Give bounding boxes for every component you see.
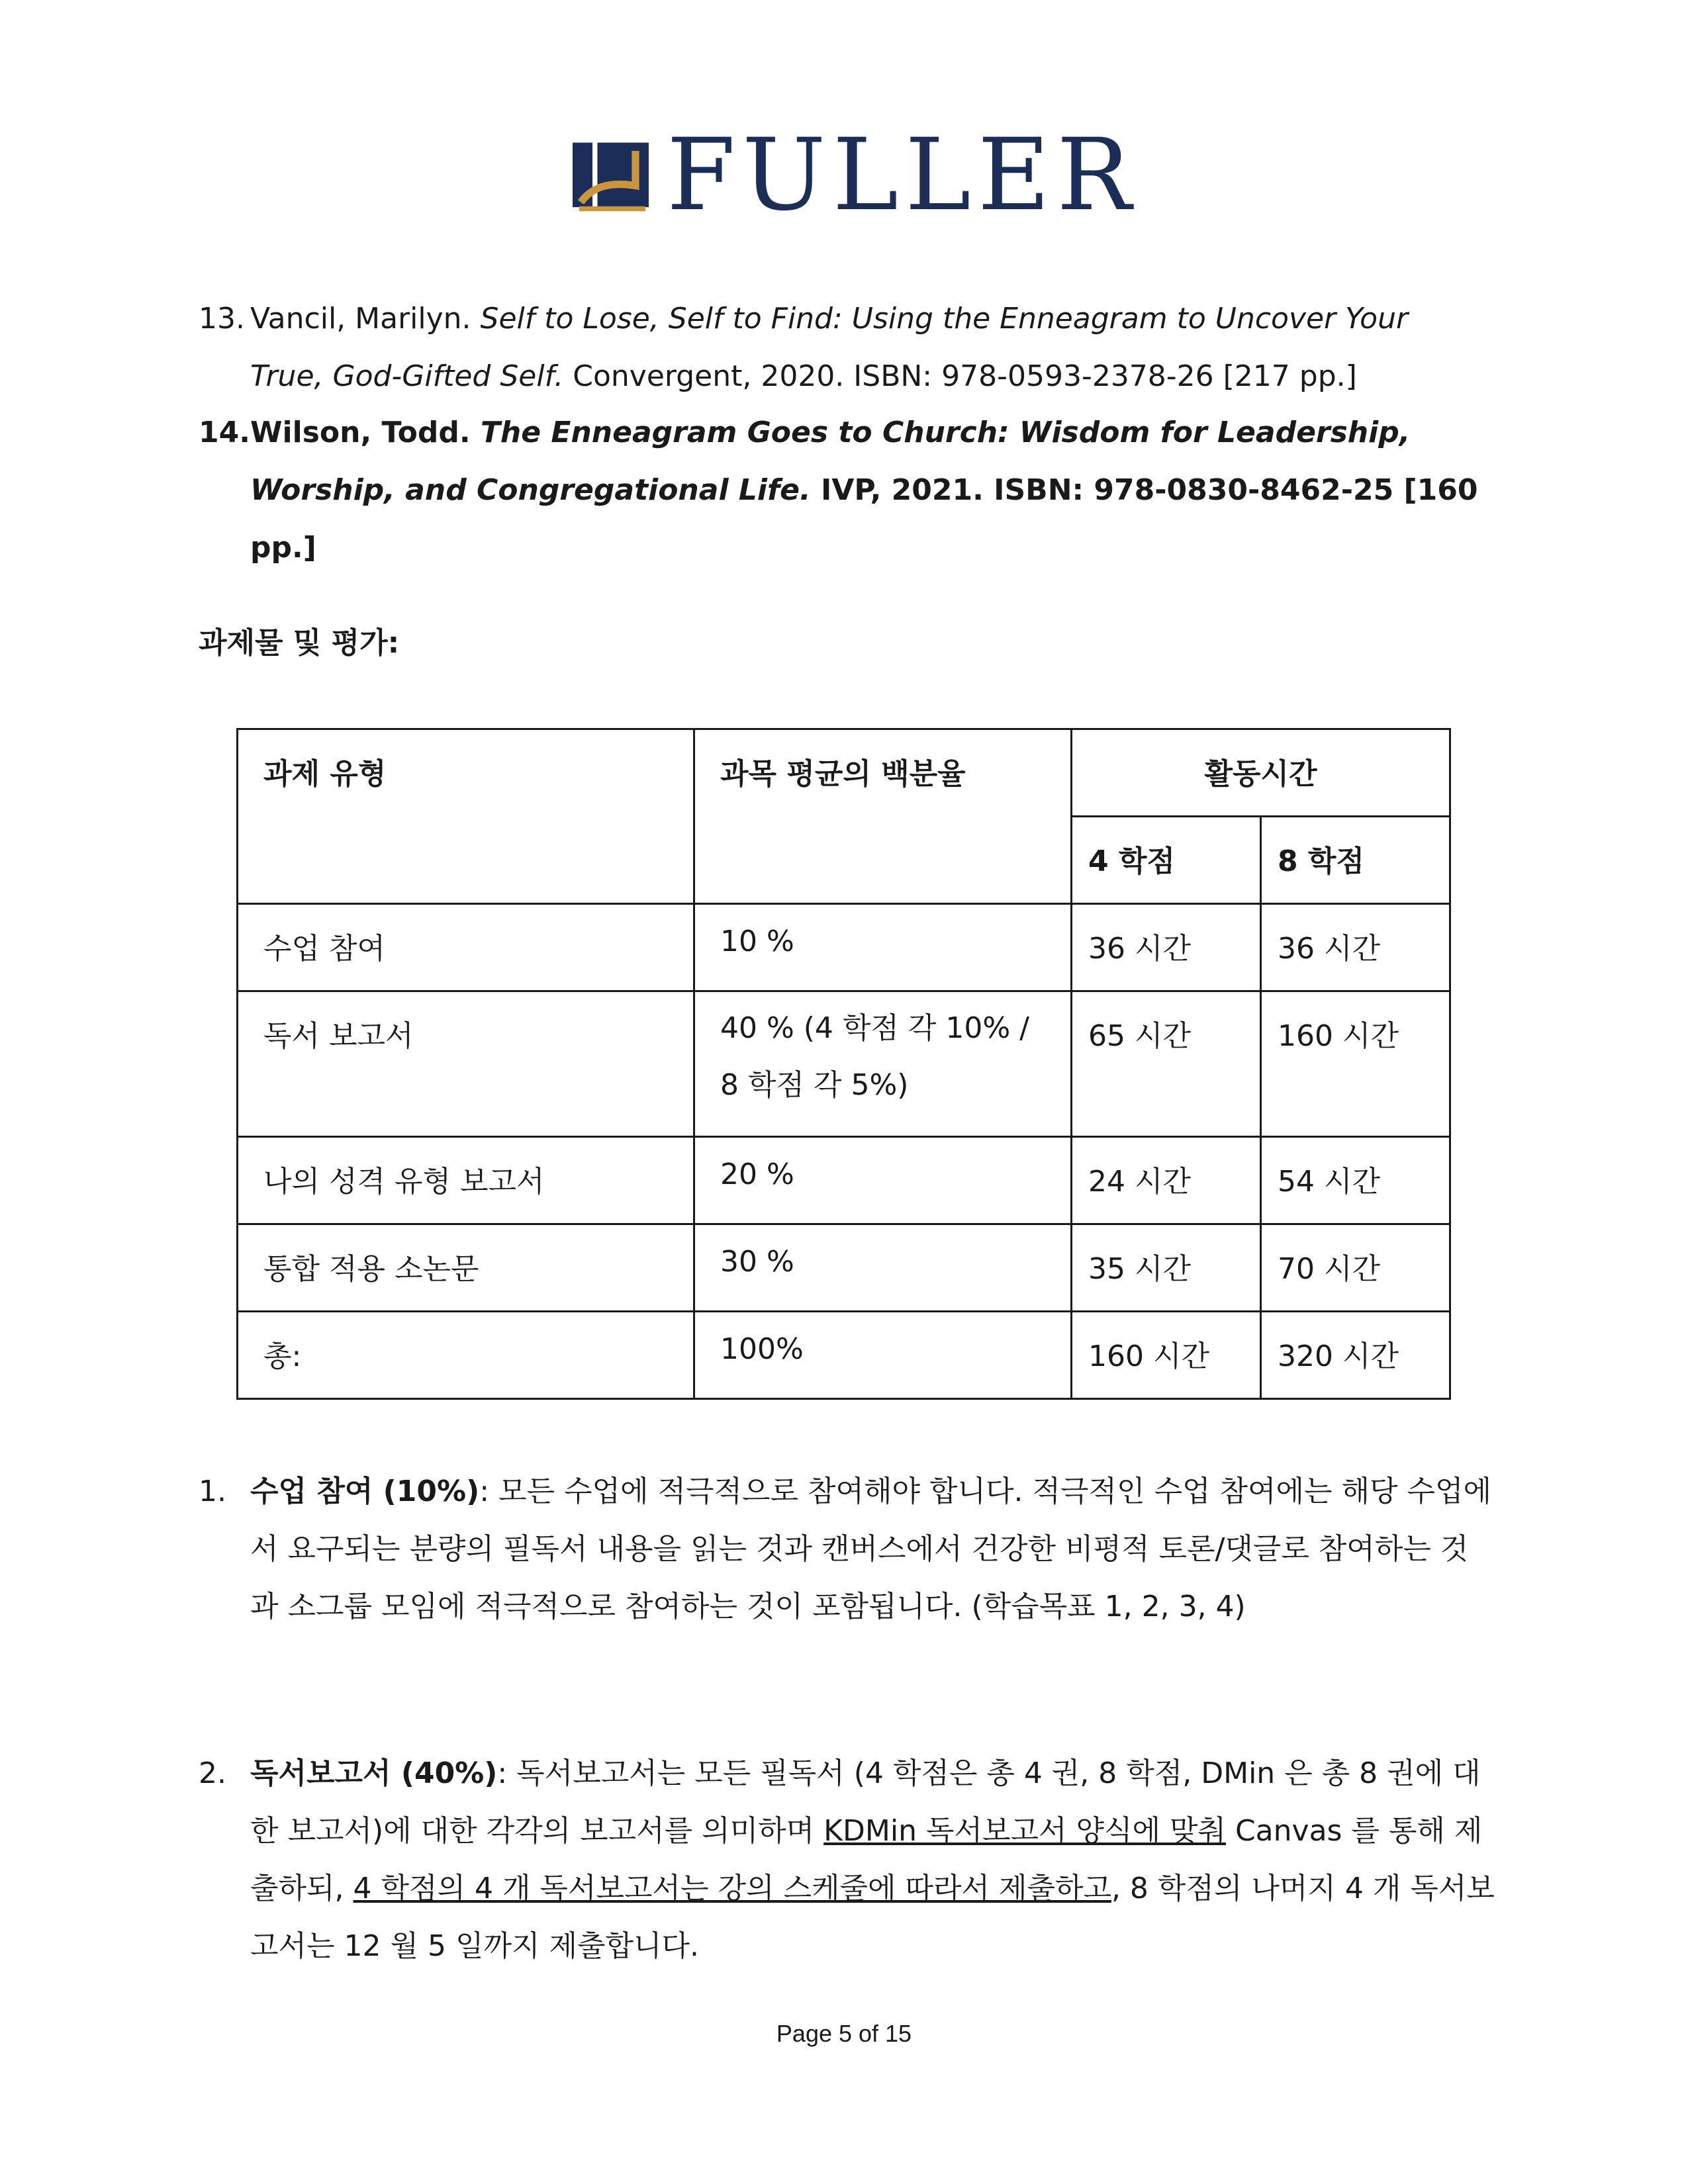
header-type: 과제 유형 xyxy=(238,729,694,904)
reference-publisher: IVP, 2021. ISBN: 978-0830-8462-25 [160 pp.] xyxy=(250,473,1478,565)
item-text: , 8 학점의 나머지 4 개 독서보고서는 12 월 5 일까지 제출합니다. xyxy=(250,1872,1495,1963)
cell-hours-4: 35 시간 xyxy=(1072,1224,1261,1312)
cell-hours-4: 24 시간 xyxy=(1072,1137,1261,1224)
item-text: : 독서보고서는 모든 필독서 (4 학점은 총 4 권, 8 학점, DMin 은 총 8 권에 대한 보고서)에 대한 각각의 보고서를 의미하며 xyxy=(250,1756,1481,1848)
item-number: 2. xyxy=(199,1756,226,1790)
item-title: 수업 참여 (10%) xyxy=(250,1475,480,1508)
item-title: 독서보고서 (40%) xyxy=(250,1756,498,1790)
page-number: Page 5 of 15 xyxy=(776,2020,912,2047)
cell-percent: 40 % (4 학점 각 10% / 8 학점 각 5%) xyxy=(694,991,1072,1137)
table-row xyxy=(238,1312,1450,1399)
cell-type: 총: xyxy=(238,1312,694,1399)
fuller-book-icon xyxy=(569,134,652,217)
cell-hours-8: 320 시간 xyxy=(1261,1312,1450,1399)
assignment-item xyxy=(199,1745,1496,1975)
cell-percent: 20 % xyxy=(694,1137,1072,1224)
reference-item xyxy=(199,404,1489,576)
cell-hours-8: 160 시간 xyxy=(1261,991,1450,1137)
item-text: : 모든 수업에 적극적으로 참여해야 합니다. 적극적인 수업 참여에는 해당 수업에서 요구되는 분량의 필독서 내용을 읽는 것과 캔버스에서 건강한 비평적 토론/댓글로 참여하는 것과 소그룹 모임에 적극적으로 참여하는 것이 포함됩니다. (학습목표 1, 2, 3, 4) xyxy=(250,1475,1491,1623)
header-hours: 활동시간 xyxy=(1072,729,1450,817)
cell-hours-4: 65 시간 xyxy=(1072,991,1261,1137)
cell-type: 수업 참여 xyxy=(238,904,694,991)
cell-hours-8: 36 시간 xyxy=(1261,904,1450,991)
cell-percent: 30 % xyxy=(694,1224,1072,1312)
reference-number: 13. xyxy=(199,302,245,336)
header-credit8: 8 학점 xyxy=(1261,817,1450,904)
report-form-link[interactable]: KDMin 독서보고서 양식에 맞춰 xyxy=(823,1814,1226,1848)
fuller-logo xyxy=(569,118,1139,233)
cell-percent: 10 % xyxy=(694,904,1072,991)
section-heading: 과제물 및 평가: xyxy=(199,626,400,660)
cell-type: 나의 성격 유형 보고서 xyxy=(238,1137,694,1224)
cell-type: 통합 적용 소논문 xyxy=(238,1224,694,1312)
cell-hours-4: 36 시간 xyxy=(1072,904,1261,991)
cell-hours-8: 54 시간 xyxy=(1261,1137,1450,1224)
reference-publisher: Convergent, 2020. ISBN: 978-0593-2378-26 [217 pp.] xyxy=(563,359,1357,393)
assignment-item xyxy=(199,1463,1496,1635)
table-row xyxy=(238,991,1450,1137)
logo-wordmark: FULLER xyxy=(667,118,1139,233)
cell-hours-4: 160 시간 xyxy=(1072,1312,1261,1399)
table-row xyxy=(238,904,1450,991)
cell-percent: 100% xyxy=(694,1312,1072,1399)
table-header-row xyxy=(238,729,1450,817)
table-row xyxy=(238,1224,1450,1312)
table-row xyxy=(238,1137,1450,1224)
header-credit4: 4 학점 xyxy=(1072,817,1261,904)
item-number: 1. xyxy=(199,1475,226,1508)
reference-author: Vancil, Marilyn. xyxy=(250,302,481,336)
cell-type: 독서 보고서 xyxy=(238,991,694,1137)
reference-author: Wilson, Todd. xyxy=(250,416,481,449)
reference-item xyxy=(199,290,1489,405)
header-percent: 과목 평균의 백분율 xyxy=(694,729,1072,904)
reference-title: The Enneagram Goes to Church: Wisdom for Leadership, Worship, and Congregational Life. xyxy=(250,416,1411,507)
cell-hours-8: 70 시간 xyxy=(1261,1224,1450,1312)
reference-number: 14. xyxy=(199,416,250,449)
schedule-link[interactable]: 4 학점의 4 개 독서보고서는 강의 스케줄에 따라서 제출하고 xyxy=(353,1872,1111,1905)
reference-title: Self to Lose, Self to Find: Using the Enneagram to Uncover Your True, God-Gifted Self. xyxy=(250,302,1409,393)
assignment-table xyxy=(236,728,1451,1400)
item-text: Canvas 를 통해 제출하되, xyxy=(250,1814,1483,1905)
